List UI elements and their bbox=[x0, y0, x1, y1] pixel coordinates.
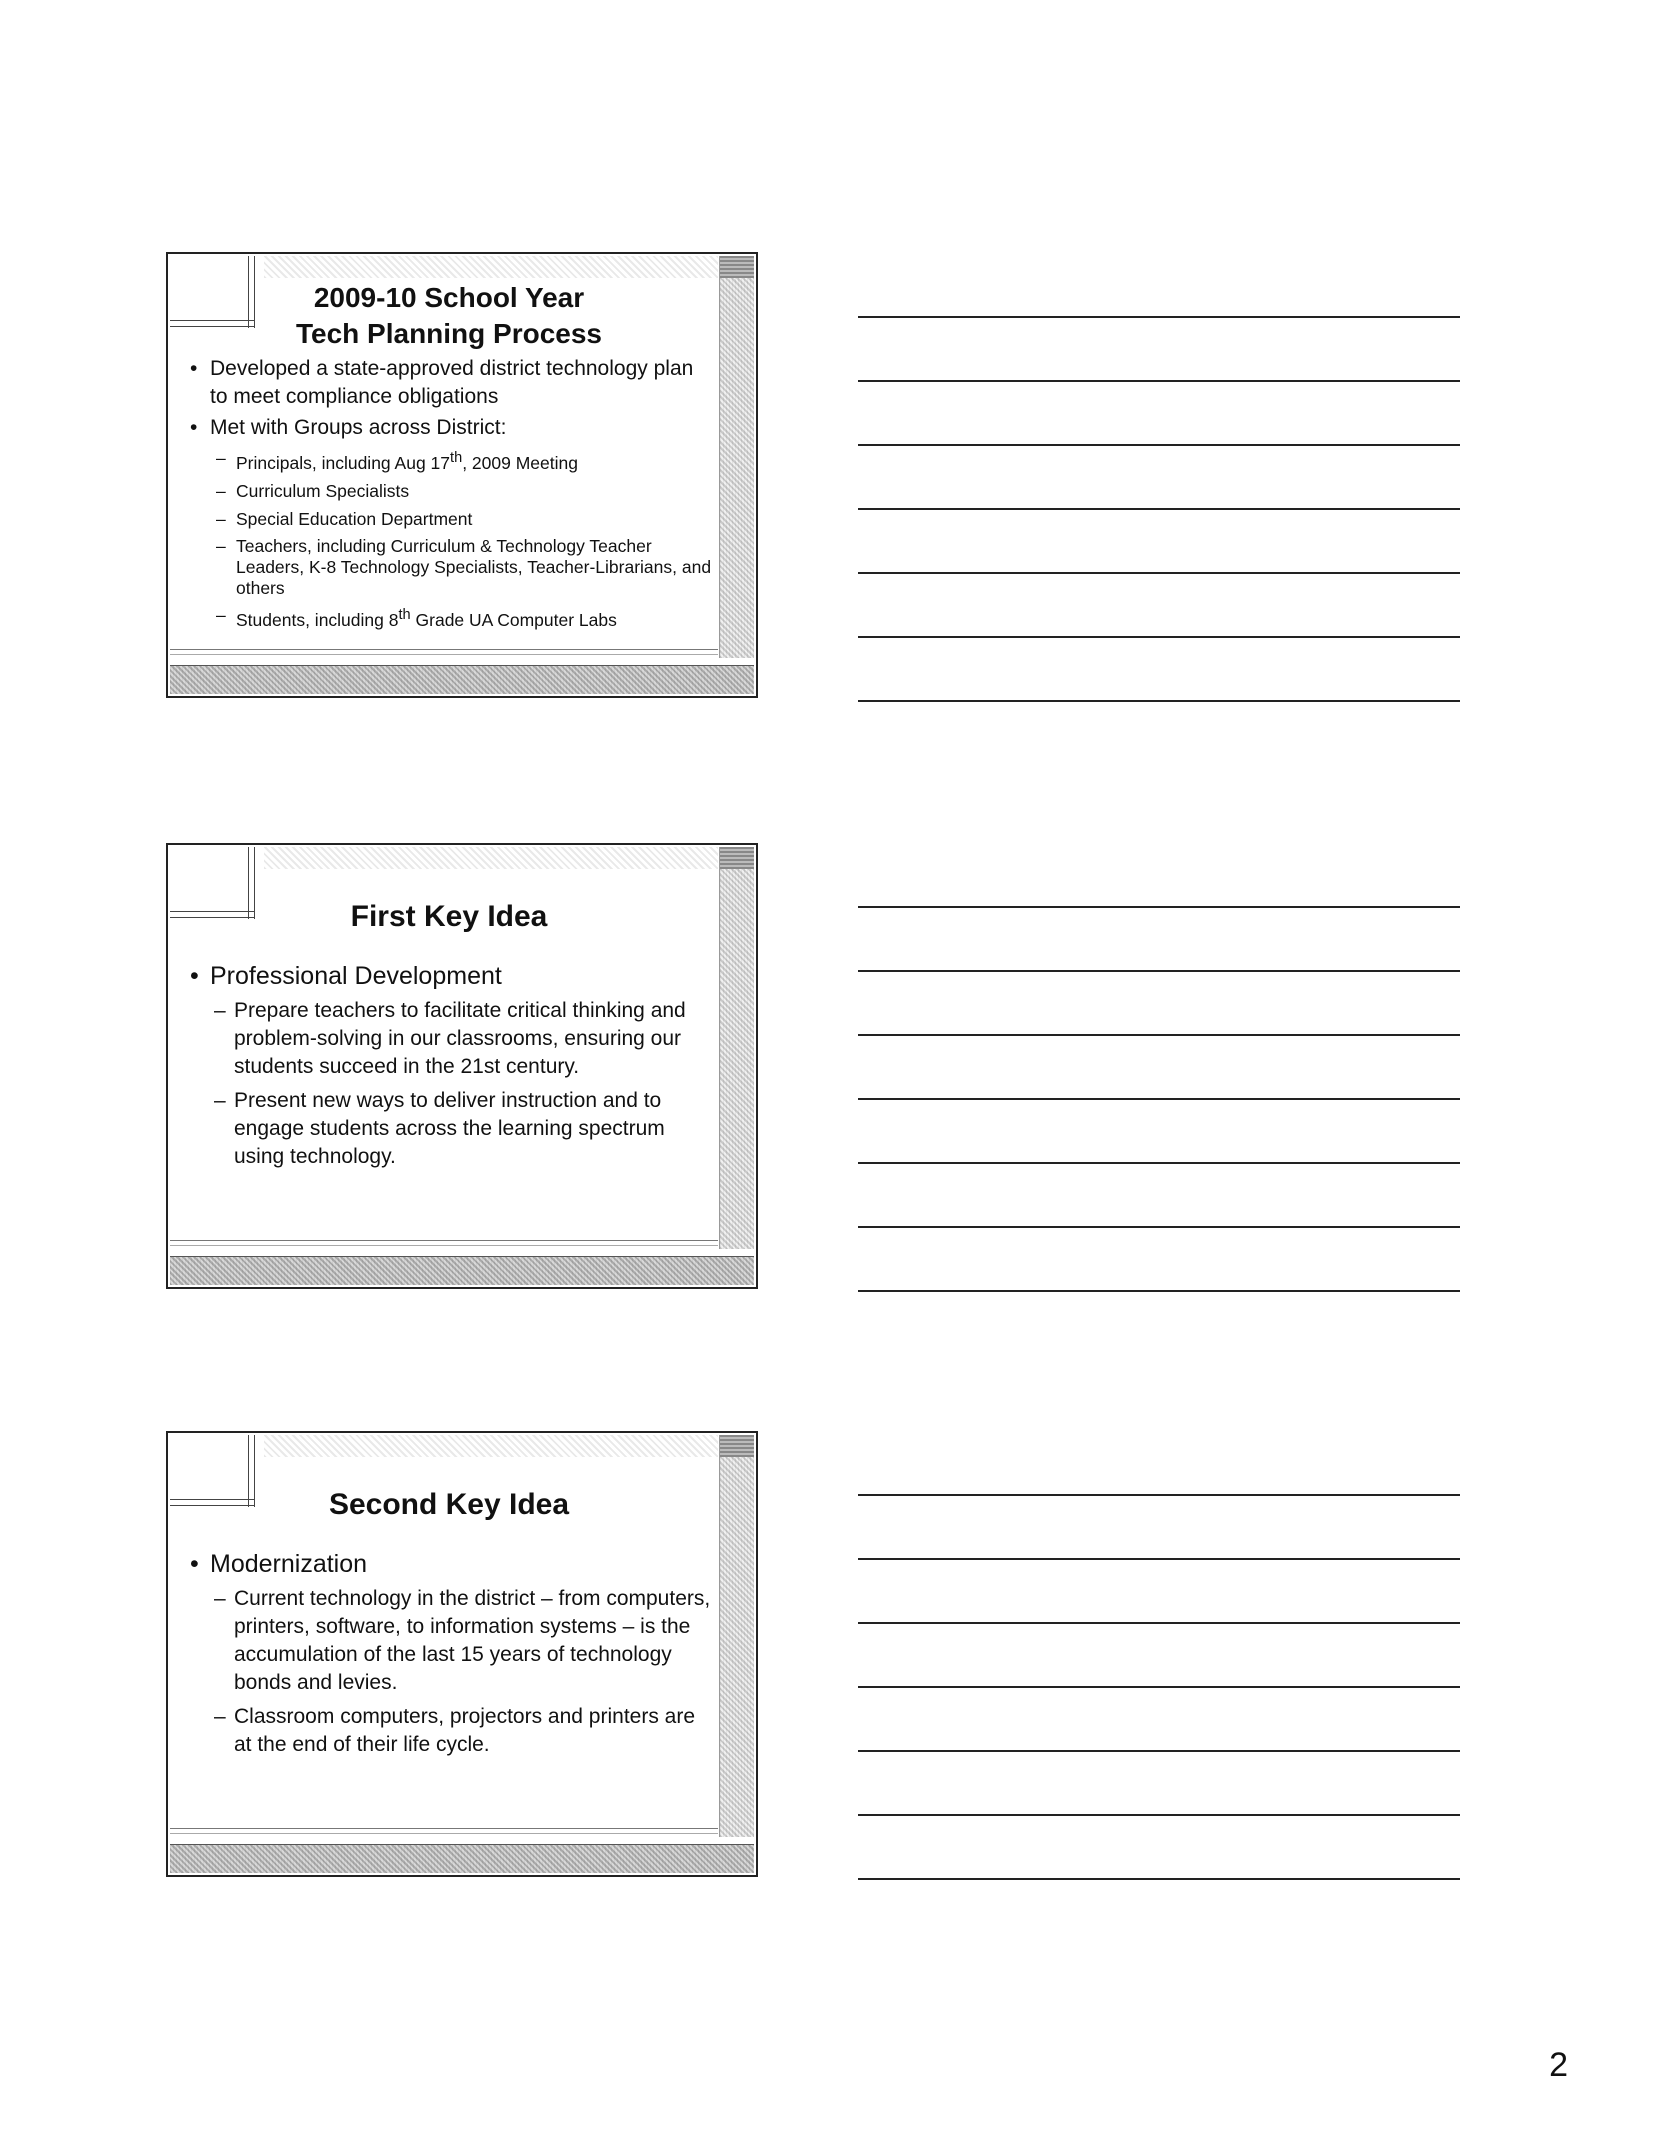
slide-title: Second Key Idea bbox=[328, 1488, 570, 1521]
note-line bbox=[858, 1622, 1460, 1624]
note-line bbox=[858, 1686, 1460, 1688]
slide-bottom-pattern bbox=[170, 665, 754, 694]
slide-right-pattern bbox=[719, 1435, 754, 1837]
sub-bullet-text: Prepare teachers to facilitate critical thinking and problem-solving in our classrooms, ensuring our students succeed in the 21st century. bbox=[234, 999, 686, 1078]
sub-bullet-text: Special Education Department bbox=[236, 508, 473, 529]
sub-bullet-list bbox=[214, 997, 712, 1171]
slide-top-pattern bbox=[264, 847, 718, 869]
bullet-item bbox=[186, 1549, 712, 1759]
sub-bullet-list bbox=[214, 1585, 712, 1759]
note-line bbox=[858, 1034, 1460, 1036]
sub-bullet-text: , 2009 Meeting bbox=[462, 452, 578, 473]
slide-title-line1: 2009-10 School Year bbox=[313, 282, 585, 313]
bullet-text: Modernization bbox=[210, 1550, 368, 1578]
bullet-item bbox=[186, 414, 712, 632]
slide-title bbox=[186, 280, 712, 352]
sub-bullet-list bbox=[216, 447, 712, 632]
decor-line bbox=[170, 1240, 718, 1241]
bullet-item bbox=[186, 355, 712, 411]
sub-bullet-text: Grade UA Computer Labs bbox=[410, 609, 617, 630]
note-line bbox=[858, 1494, 1460, 1496]
note-line bbox=[858, 1878, 1460, 1880]
note-line bbox=[858, 1226, 1460, 1228]
sub-bullet-text: Curriculum Specialists bbox=[236, 480, 410, 501]
sub-bullet-item bbox=[214, 1585, 712, 1697]
slide-1 bbox=[166, 252, 758, 698]
bullet-list bbox=[186, 961, 712, 1171]
slide-title: First Key Idea bbox=[350, 900, 548, 933]
slide-content bbox=[186, 867, 712, 1235]
sub-bullet-item bbox=[216, 447, 712, 475]
sub-bullet-text: Students, including 8 bbox=[236, 609, 399, 630]
slide-right-pattern bbox=[719, 256, 754, 658]
sub-bullet-text: Teachers, including Curriculum & Technology Teacher Leaders, K-8 Technology Specialists, Teacher-Librarians, and others bbox=[236, 535, 712, 598]
note-line bbox=[858, 1162, 1460, 1164]
note-line bbox=[858, 1750, 1460, 1752]
slide-bottom-pattern bbox=[170, 1256, 754, 1285]
sub-bullet-item bbox=[214, 1703, 712, 1759]
note-line bbox=[858, 1814, 1460, 1816]
note-line bbox=[858, 700, 1460, 702]
page-number: 2 bbox=[1549, 2046, 1568, 2084]
sub-bullet-text: Current technology in the district – from computers, printers, software, to information systems – is the accumulation of the last 15 years of technology bonds and levies. bbox=[234, 1587, 711, 1694]
sub-bullet-item bbox=[216, 536, 712, 599]
note-line bbox=[858, 970, 1460, 972]
bullet-item bbox=[186, 961, 712, 1171]
sub-bullet-item bbox=[214, 1087, 712, 1171]
slide-3 bbox=[166, 1431, 758, 1877]
bullet-text: Met with Groups across District: bbox=[210, 416, 507, 439]
decor-line bbox=[170, 1245, 718, 1246]
bullet-list bbox=[186, 1549, 712, 1759]
sub-bullet-item bbox=[216, 480, 712, 503]
note-line bbox=[858, 1098, 1460, 1100]
decor-line bbox=[170, 654, 718, 655]
slide-2 bbox=[166, 843, 758, 1289]
slide-bottom-pattern bbox=[170, 1844, 754, 1873]
note-line bbox=[858, 1558, 1460, 1560]
note-line bbox=[858, 316, 1460, 318]
sub-bullet-item bbox=[216, 604, 712, 632]
sub-bullet-item bbox=[216, 508, 712, 531]
sub-bullet-text: Principals, including Aug 17 bbox=[236, 452, 451, 473]
note-line bbox=[858, 572, 1460, 574]
note-line bbox=[858, 906, 1460, 908]
note-line bbox=[858, 636, 1460, 638]
slide-content bbox=[186, 1455, 712, 1823]
slide-top-pattern bbox=[264, 256, 718, 278]
sub-bullet-text: Present new ways to deliver instruction and to engage students across the learning spectrum using technology. bbox=[234, 1089, 665, 1168]
bullet-text: Professional Development bbox=[210, 962, 502, 990]
superscript: th bbox=[398, 606, 411, 623]
superscript: th bbox=[450, 450, 463, 466]
bullet-list bbox=[186, 355, 712, 632]
note-line bbox=[858, 444, 1460, 446]
note-line bbox=[858, 380, 1460, 382]
note-line bbox=[858, 508, 1460, 510]
slide-title-line2: Tech Planning Process bbox=[295, 318, 603, 349]
slide-top-pattern bbox=[264, 1435, 718, 1457]
bullet-text: Developed a state-approved district technology plan to meet compliance obligations bbox=[210, 357, 694, 408]
note-line bbox=[858, 1290, 1460, 1292]
sub-bullet-text: Classroom computers, projectors and printers are at the end of their life cycle. bbox=[234, 1705, 696, 1756]
sub-bullet-item bbox=[214, 997, 712, 1081]
slide-right-pattern bbox=[719, 847, 754, 1249]
decor-line bbox=[170, 1828, 718, 1829]
slide-content bbox=[186, 276, 712, 644]
decor-line bbox=[170, 1833, 718, 1834]
decor-line bbox=[170, 649, 718, 650]
